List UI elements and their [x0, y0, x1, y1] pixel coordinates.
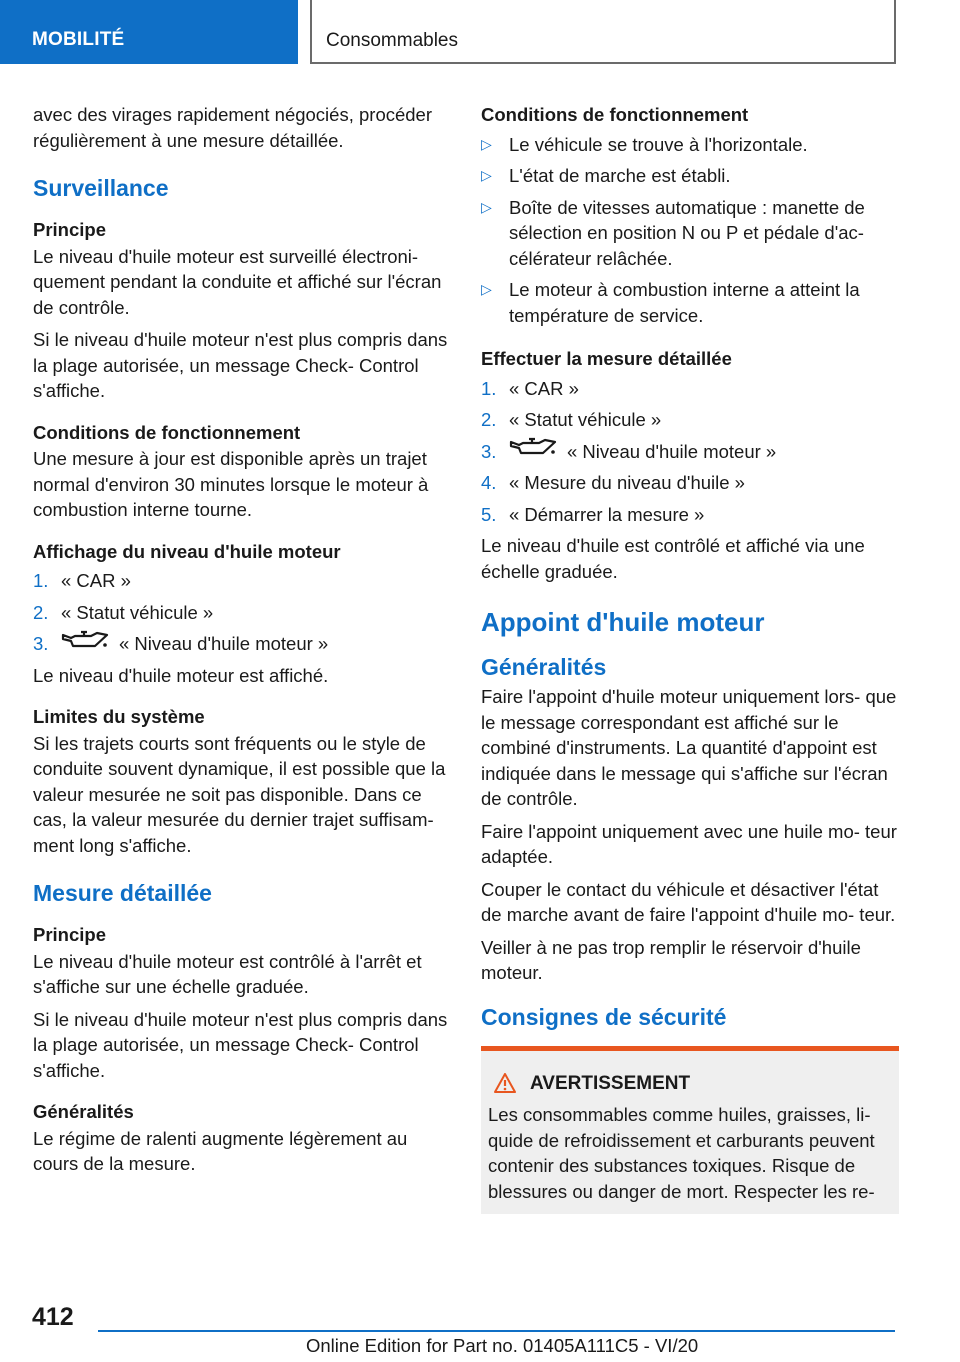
footer-divider	[98, 1330, 895, 1332]
conditions-list	[481, 132, 899, 329]
page-number: 412	[32, 1303, 74, 1331]
list-item	[481, 470, 899, 496]
list-item	[481, 195, 899, 272]
subheading-conditions: Conditions de fonctionnement	[33, 421, 301, 443]
subheading-generalites: Généralités	[33, 1101, 134, 1122]
triangle-bullet-icon: ▷	[481, 167, 492, 183]
step-text: « CAR »	[61, 570, 131, 591]
list-item	[481, 376, 899, 402]
list-item	[481, 132, 899, 158]
paragraph: Si le niveau d'huile moteur n'est plus compris dans la plage autorisée, un message Check- Control s'affiche.	[33, 329, 448, 401]
warning-triangle-icon	[494, 1073, 516, 1093]
step-text: « CAR »	[509, 377, 579, 399]
paragraph: Le niveau d'huile moteur est surveillé électroni- quement pendant la conduite et affiché sur l'écran de contrôle.	[33, 245, 442, 318]
subheading-conditions: Conditions de fonctionnement	[481, 104, 749, 125]
subheading-effectuer: Effectuer la mesure détaillée	[481, 348, 732, 369]
triangle-bullet-icon: ▷	[481, 135, 492, 152]
list-item	[481, 163, 899, 189]
step-text: « Démarrer la mesure »	[509, 503, 705, 525]
paragraph: Le régime de ralenti augmente légèrement au cours de la mesure.	[33, 1127, 408, 1174]
steps-list	[481, 376, 899, 528]
paragraph: Veiller à ne pas trop remplir le réservoir d'huile moteur.	[481, 936, 861, 983]
step-text: « Niveau d'huile moteur »	[567, 440, 777, 462]
paragraph: Faire l'appoint d'huile moteur uniquement lors- que le message correspondant est affiché sur le combiné d'instruments. La quantité d'appoint est indiquée dans le message qui s'affiche sur l'écran de contrôle.	[481, 686, 897, 809]
paragraph: Si les trajets courts sont fréquents ou le style de conduite souvent dynamique, il est possible que la valeur mesurée ne soit pas disponible. Dans ce cas, la valeur mesurée du dernier trajet suffisam- ment long s'affiche.	[33, 732, 446, 856]
heading-surveillance: Surveillance	[33, 175, 169, 201]
heading-generalites: Généralités	[481, 654, 607, 680]
list-item	[481, 502, 899, 528]
paragraph: Le niveau d'huile moteur est contrôlé à l'arrêt et s'affiche sur une échelle graduée.	[33, 950, 422, 997]
triangle-bullet-icon: ▷	[481, 281, 492, 297]
list-item-text: Le véhicule se trouve à l'horizontale.	[509, 133, 808, 155]
list-item	[481, 439, 899, 465]
intro-paragraph: avec des virages rapidement négociés, procéder régulièrement à une mesure détaillée.	[33, 104, 433, 151]
paragraph: Si le niveau d'huile moteur n'est plus compris dans la plage autorisée, un message Check- Control s'affiche.	[33, 1008, 448, 1081]
subheading-principe: Principe	[33, 219, 106, 240]
oil-can-icon	[61, 630, 109, 657]
list-item-text: Le moteur à combustion interne a atteint la température de service.	[509, 279, 860, 326]
heading-consignes: Consignes de sécurité	[481, 1003, 727, 1030]
heading-appoint: Appoint d'huile moteur	[481, 607, 765, 637]
subheading-principe: Principe	[33, 924, 106, 945]
list-item	[481, 277, 899, 328]
step-number: 4.	[481, 472, 497, 493]
step-number: 1.	[33, 570, 49, 591]
triangle-bullet-icon: ▷	[481, 198, 492, 215]
subheading-affichage: Affichage du niveau d'huile moteur	[33, 540, 341, 562]
footer-edition: Online Edition for Part no. 01405A111C5 - VI/20	[306, 1335, 699, 1356]
step-number: 2.	[33, 601, 49, 623]
step-number: 3.	[33, 633, 49, 654]
subheading-limites: Limites du système	[33, 706, 205, 727]
paragraph: Le niveau d'huile moteur est affiché.	[33, 664, 329, 686]
step-number: 1.	[481, 377, 497, 399]
list-item	[33, 631, 453, 657]
step-text: « Statut véhicule »	[61, 601, 214, 623]
warning-box	[481, 1046, 899, 1215]
paragraph: Faire l'appoint uniquement avec une huile mo- teur adaptée.	[481, 820, 897, 867]
step-text: « Niveau d'huile moteur »	[119, 633, 329, 654]
warning-title	[488, 1071, 891, 1097]
list-item-text: L'état de marche est établi.	[509, 165, 731, 186]
chapter-title: Consommables	[310, 0, 896, 64]
step-text: « Mesure du niveau d'huile »	[509, 472, 745, 493]
step-text: « Statut véhicule »	[509, 409, 662, 430]
list-item	[33, 600, 453, 626]
list-item	[33, 568, 453, 594]
step-number: 5.	[481, 503, 497, 525]
paragraph: Couper le contact du véhicule et désactiver l'état de marche avant de faire l'appoint d'huile mo- teur.	[481, 878, 896, 925]
right-column	[481, 102, 899, 1214]
paragraph: Le niveau d'huile est contrôlé et affiché via une échelle graduée.	[481, 535, 865, 582]
section-tab: MOBILITÉ	[0, 0, 298, 64]
oil-can-icon	[509, 437, 557, 464]
paragraph: Une mesure à jour est disponible après un trajet normal d'environ 30 minutes lorsque le moteur à combustion interne tourne.	[33, 448, 429, 520]
heading-mesure-detaillee: Mesure détaillée	[33, 880, 212, 906]
left-column	[33, 102, 453, 1184]
step-number: 3.	[481, 440, 497, 462]
steps-list	[33, 568, 453, 657]
warning-text: Les consommables comme huiles, graisses, li- quide de refroidissement et carburants peuvent contenir des substances toxiques. Risque de blessures ou danger de mort. Respecter les re-	[488, 1104, 875, 1202]
list-item	[481, 407, 899, 433]
step-number: 2.	[481, 409, 497, 430]
list-item-text: Boîte de vitesses automatique : manette de sélection en position N ou P et pédale d'ac- célérateur relâchée.	[509, 196, 865, 269]
warning-title-text: AVERTISSEMENT	[530, 1072, 691, 1094]
